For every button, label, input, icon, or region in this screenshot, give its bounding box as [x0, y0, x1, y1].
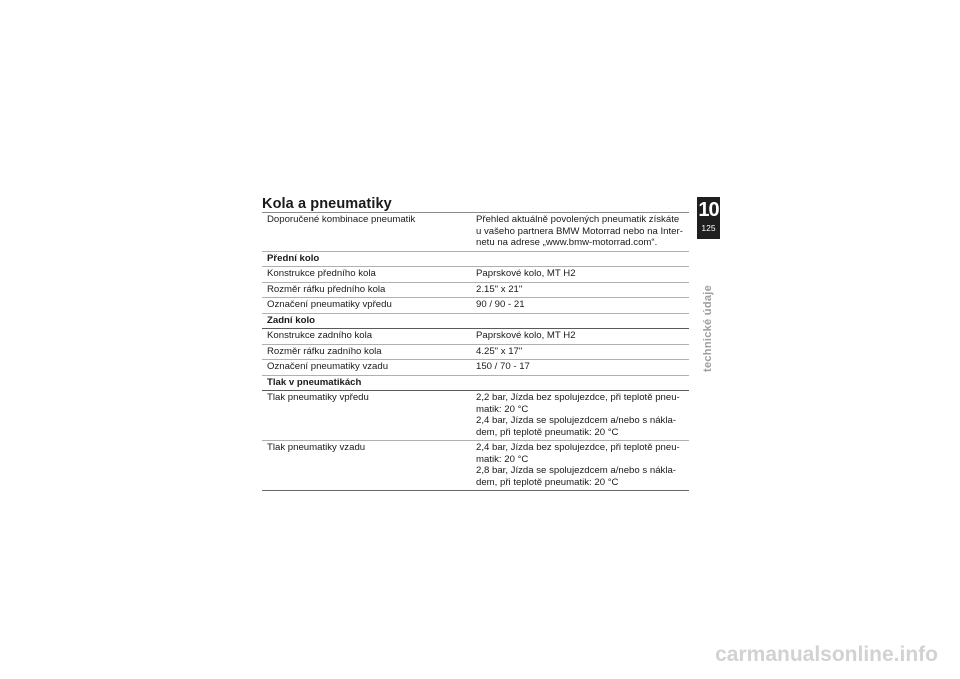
row-value [476, 298, 689, 313]
row-value [476, 360, 689, 375]
spec-table [262, 212, 689, 491]
row-value [476, 391, 689, 440]
value-line: 150 / 70 - 17 [476, 361, 530, 372]
value-line: 2,4 bar, Jízda bez spolujezdce, při teplotě pneu- [476, 442, 680, 453]
row-value [476, 267, 689, 282]
row-value [476, 441, 689, 490]
row-value [476, 345, 689, 360]
row-label: Doporučené kombinace pneumatik [267, 214, 416, 225]
row-label: Rozměr ráfku předního kola [267, 283, 386, 295]
chapter-number: 10 [698, 199, 719, 221]
value-line: matik: 20 °C [476, 403, 529, 415]
table-row [262, 391, 689, 441]
value-line: Přehled aktuálně povolených pneumatik získáte [476, 214, 680, 225]
value-line: u vašeho partnera BMW Motorrad nebo na Inter- [476, 225, 683, 237]
row-value [476, 213, 689, 251]
page-title: Kola a pneumatiky [262, 196, 392, 212]
value-line: 4.25" x 17" [476, 345, 523, 357]
value-line: matik: 20 °C [476, 453, 529, 465]
row-label: Tlak pneumatiky vpředu [267, 392, 369, 403]
value-line: dem, při teplotě pneumatik: 20 °C [476, 476, 619, 488]
row-label: Konstrukce zadního kola [267, 330, 373, 341]
value-line: 2,4 bar, Jízda se spolujezdcem a/nebo s nákla- [476, 415, 676, 426]
value-line: Paprskové kolo, MT H2 [476, 268, 576, 279]
row-label: Označení pneumatiky vzadu [267, 361, 389, 372]
chapter-tab [697, 197, 720, 239]
table-row [262, 329, 689, 345]
table-row [262, 441, 689, 491]
section-heading: Tlak v pneumatikách [262, 376, 689, 392]
page-number: 125 [701, 223, 716, 233]
row-label: Konstrukce předního kola [267, 268, 376, 279]
table-row [262, 345, 689, 361]
watermark: carmanualsonline.info [715, 643, 938, 666]
table-row [262, 267, 689, 283]
value-line: 2,8 bar, Jízda se spolujezdcem a/nebo s nákla- [476, 465, 676, 476]
row-value [476, 283, 689, 298]
row-label: Rozměr ráfku zadního kola [267, 345, 382, 357]
value-line: 2,2 bar, Jízda bez spolujezdce, při teplotě pneu- [476, 392, 680, 403]
row-label: Označení pneumatiky vpředu [267, 299, 392, 310]
section-heading: Přední kolo [262, 252, 689, 268]
table-row [262, 360, 689, 376]
value-line: dem, při teplotě pneumatik: 20 °C [476, 426, 619, 438]
row-label: Tlak pneumatiky vzadu [267, 442, 366, 453]
row-value [476, 329, 689, 344]
value-line: 2.15" x 21" [476, 283, 523, 295]
value-line: Paprskové kolo, MT H2 [476, 330, 576, 341]
section-heading: Zadní kolo [262, 314, 689, 330]
table-row [262, 213, 689, 252]
table-row [262, 283, 689, 299]
value-line: netu na adrese „www.bmw-motorrad.com“. [476, 237, 658, 248]
value-line: 90 / 90 - 21 [476, 299, 525, 310]
table-row [262, 298, 689, 314]
chapter-label: technické údaje [702, 284, 714, 372]
